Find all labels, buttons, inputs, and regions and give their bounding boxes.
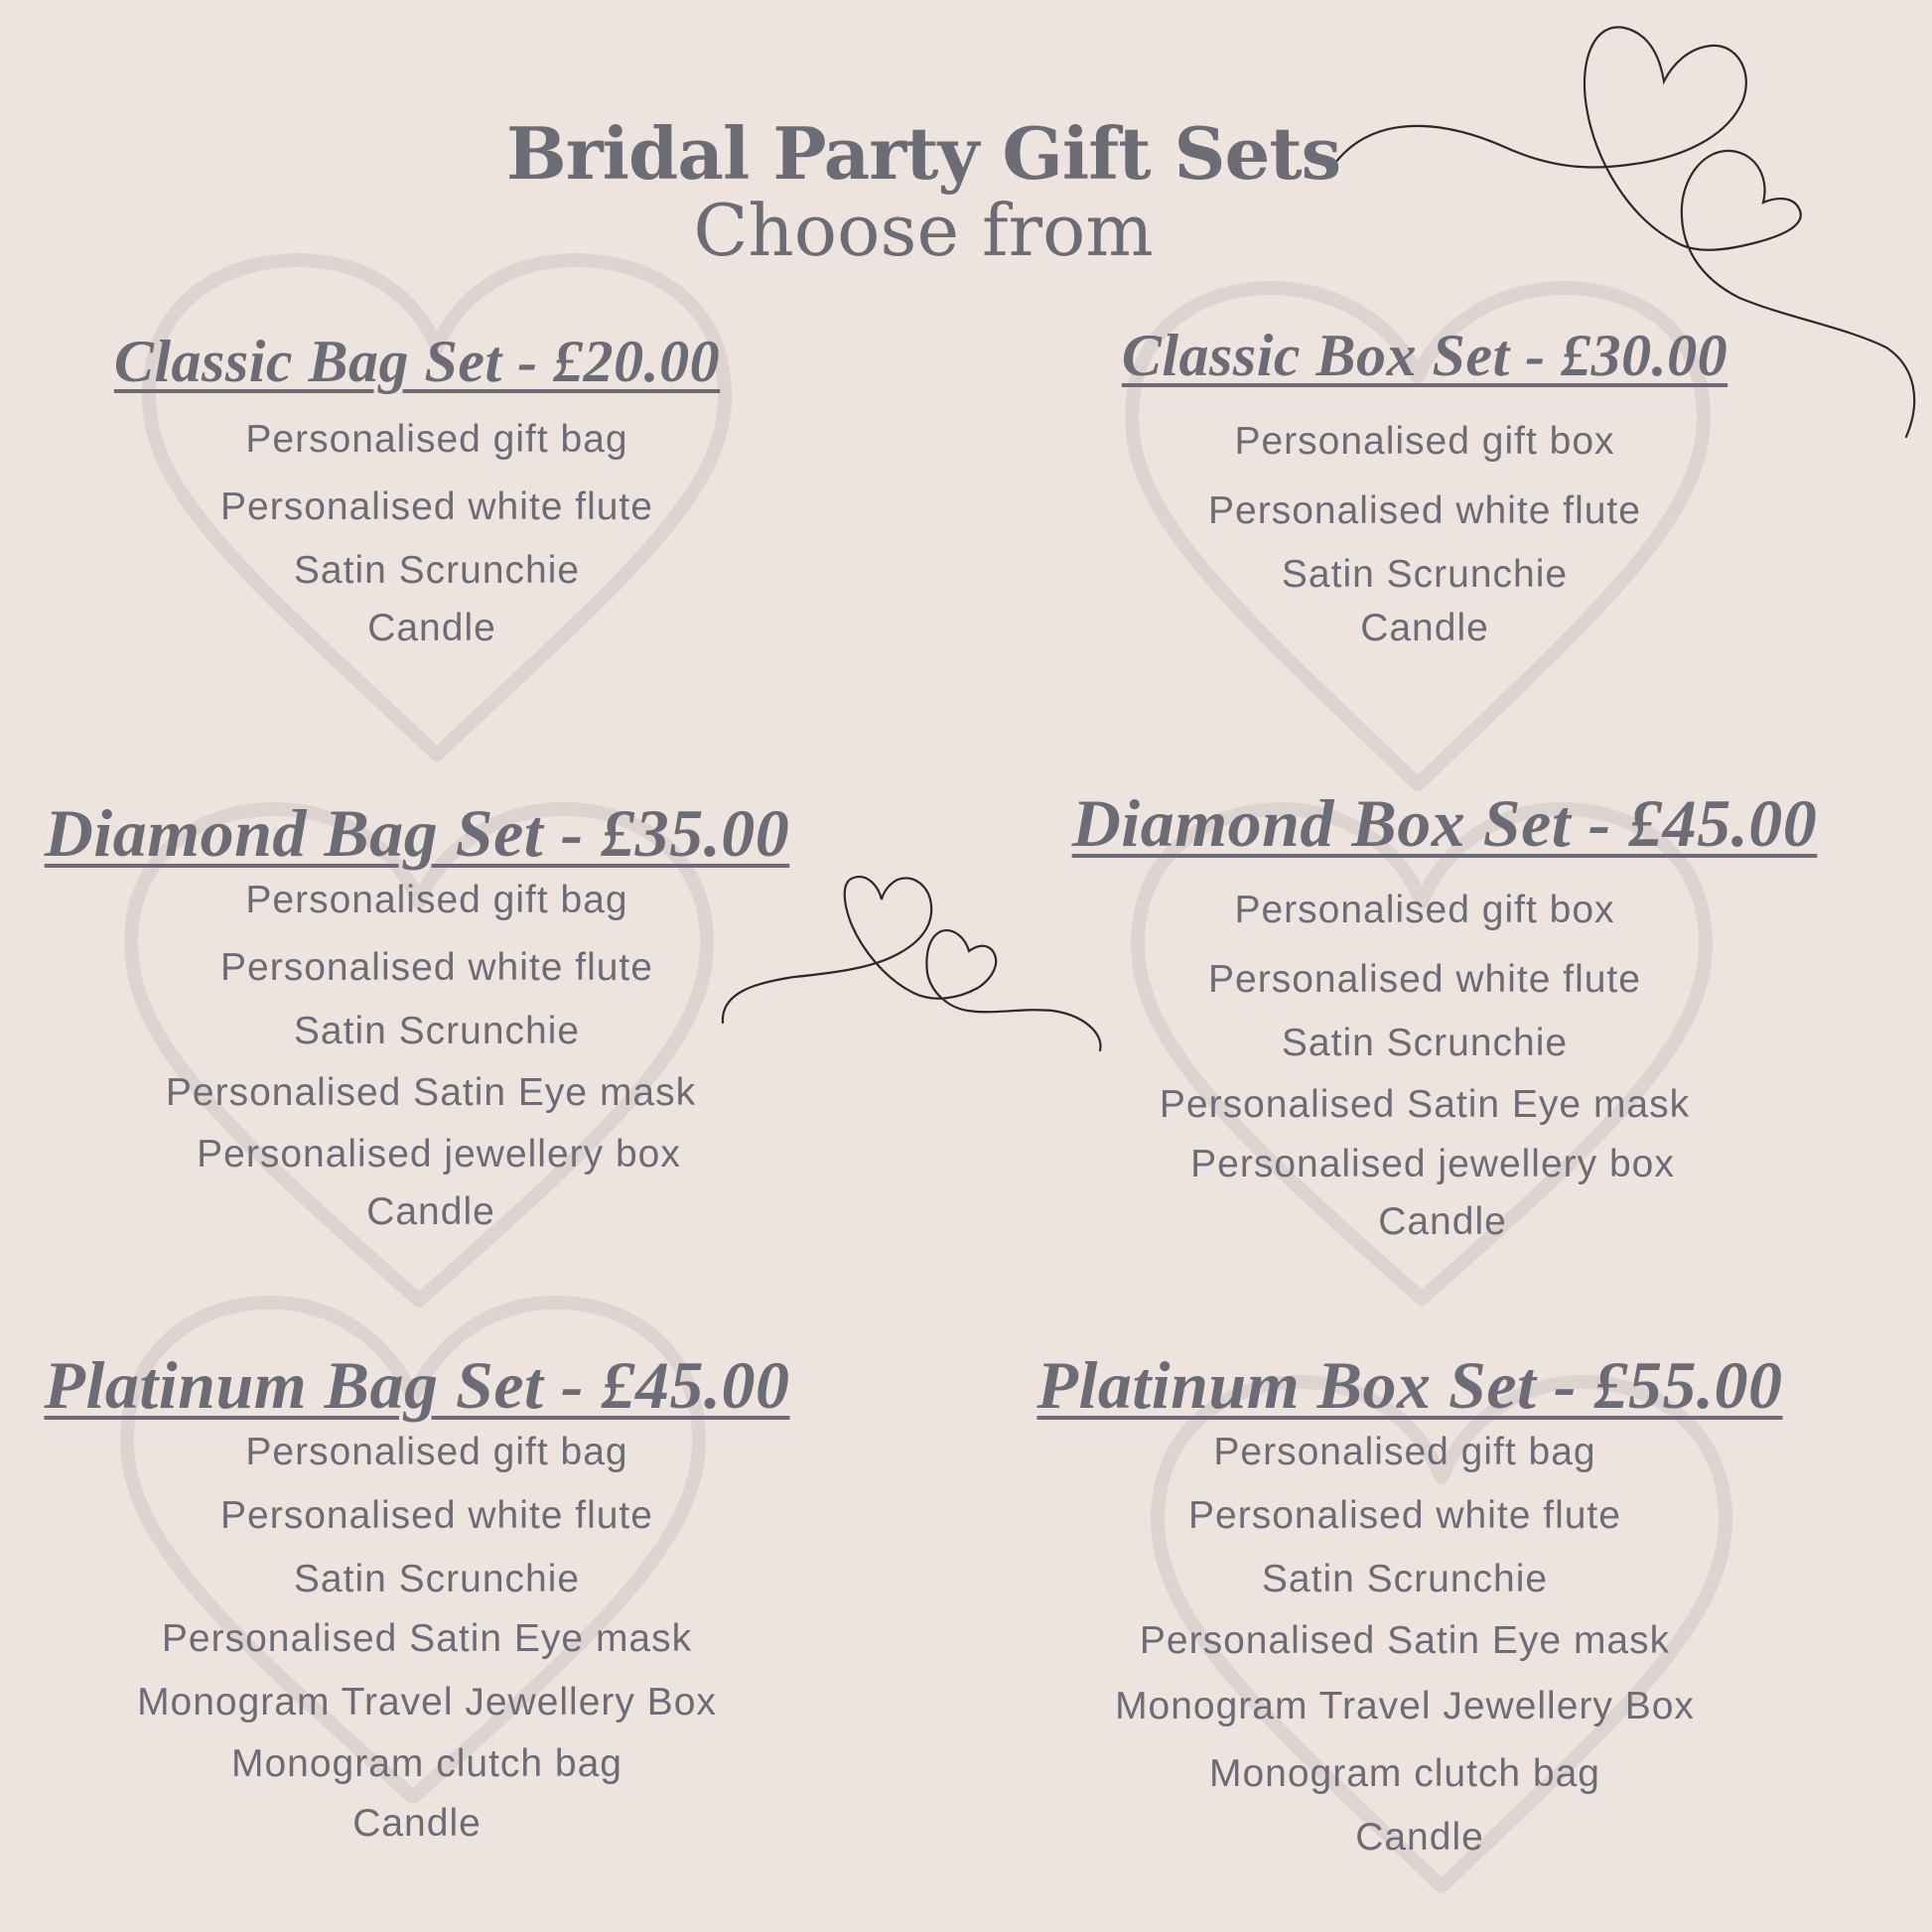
gift-set-diamond-box (1028, 784, 1822, 1258)
list-item: Satin Scrunchie (293, 1010, 581, 1052)
list-item: Personalised jewellery box (1190, 1143, 1675, 1185)
list-item: Personalised Satin Eye mask (165, 1071, 697, 1114)
list-item: Personalised Satin Eye mask (1159, 1083, 1691, 1126)
list-item: Satin Scrunchie (1281, 1022, 1569, 1064)
list-item: Personalised white flute (220, 946, 653, 989)
list-item: Satin Scrunchie (293, 1558, 581, 1600)
list-item: Personalised jewellery box (197, 1133, 681, 1175)
set-item-list (40, 418, 834, 664)
set-item-list (40, 879, 834, 1248)
list-item: Personalised gift bag (245, 1431, 628, 1473)
gift-set-classic-bag (40, 328, 834, 664)
list-item: Personalised gift bag (245, 418, 628, 461)
set-item-list (1028, 889, 1822, 1258)
list-item: Personalised white flute (220, 1494, 653, 1537)
list-item: Personalised white flute (220, 485, 653, 528)
list-item: Candle (366, 1190, 495, 1233)
list-item: Candle (1378, 1200, 1507, 1243)
list-item: Monogram clutch bag (1208, 1752, 1601, 1795)
set-heading: Platinum Bag Set - £45.00 (44, 1347, 790, 1423)
list-item: Monogram Travel Jewellery Box (1115, 1685, 1695, 1727)
list-item: Personalised gift bag (245, 879, 628, 921)
set-heading: Classic Bag Set - £20.00 (113, 329, 721, 394)
list-item: Personalised gift box (1234, 420, 1615, 463)
list-item: Satin Scrunchie (293, 549, 581, 592)
gift-set-platinum-bag (40, 1346, 834, 1860)
gift-set-classic-box (1028, 322, 1822, 660)
list-item: Candle (1360, 607, 1489, 649)
set-item-list (1028, 420, 1822, 660)
list-item: Personalised gift bag (1213, 1431, 1596, 1473)
set-item-list (40, 1431, 834, 1860)
page-title: Bridal Party Gift Sets (505, 111, 1341, 196)
list-item: Personalised gift box (1234, 889, 1615, 931)
list-item: Monogram clutch bag (230, 1742, 623, 1785)
set-item-list (1028, 1431, 1822, 1873)
list-item: Personalised Satin Eye mask (1139, 1619, 1671, 1662)
set-heading: Diamond Bag Set - £35.00 (44, 795, 790, 871)
list-item: Personalised white flute (1188, 1494, 1621, 1537)
gift-set-platinum-box (1028, 1346, 1822, 1873)
set-heading: Platinum Box Set - £55.00 (1036, 1347, 1783, 1423)
gift-set-diamond-bag (40, 794, 834, 1248)
list-item: Satin Scrunchie (1281, 553, 1569, 596)
list-item: Candle (352, 1802, 482, 1845)
list-item: Monogram Travel Jewellery Box (137, 1681, 717, 1724)
list-item: Personalised white flute (1208, 489, 1641, 532)
set-heading: Classic Box Set - £30.00 (1121, 323, 1728, 388)
list-item: Candle (1355, 1816, 1484, 1859)
list-item: Satin Scrunchie (1261, 1558, 1549, 1600)
list-item: Personalised white flute (1208, 958, 1641, 1001)
list-item: Personalised Satin Eye mask (161, 1617, 693, 1660)
list-item: Candle (367, 607, 496, 649)
set-heading: Diamond Box Set - £45.00 (1071, 785, 1818, 861)
page-subtitle: Choose from (693, 189, 1154, 272)
